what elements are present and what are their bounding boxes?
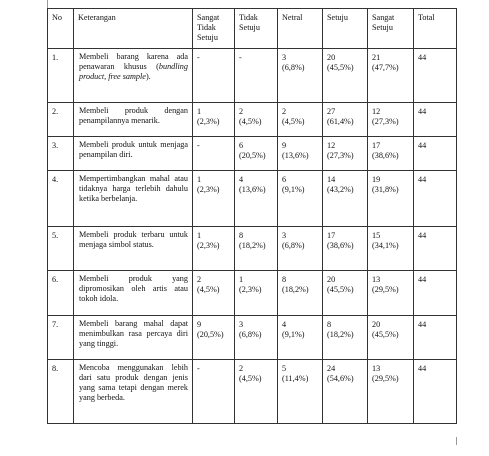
cell-percent: (2,3%) bbox=[239, 285, 262, 294]
cell-percent: (9,1%) bbox=[282, 185, 305, 194]
cell-count: 6 bbox=[239, 141, 244, 150]
cell-setuju bbox=[323, 49, 368, 103]
cell-total: 44 bbox=[414, 316, 457, 360]
row-description: Membeli barang mahal dapat menimbulkan rasa percaya diri yang tinggi. bbox=[74, 316, 193, 360]
row-description: Membeli produk yang dipromosikan oleh artis atau tokoh idola. bbox=[74, 271, 193, 316]
cell-sangat-setuju bbox=[368, 227, 414, 271]
cell-count: 6 bbox=[282, 175, 287, 184]
cell-percent: (4,5%) bbox=[239, 374, 262, 383]
cell-count: 12 bbox=[372, 107, 381, 116]
cell-count: 17 bbox=[372, 141, 381, 150]
cell-count: 8 bbox=[327, 320, 332, 329]
row-description: Membeli produk untuk menjaga penampilan diri. bbox=[74, 137, 193, 171]
row-number: 6. bbox=[48, 271, 74, 316]
cell-percent: (38,6%) bbox=[372, 151, 399, 160]
cell-percent: (38,6%) bbox=[327, 241, 354, 250]
cell-count: 2 bbox=[239, 364, 244, 373]
cell-percent: (18,2%) bbox=[327, 330, 354, 339]
cell-percent: (18,2%) bbox=[239, 241, 266, 250]
cell-count: 3 bbox=[282, 231, 287, 240]
cell-percent: (47,7%) bbox=[372, 63, 399, 72]
cell-percent: (45,5%) bbox=[372, 330, 399, 339]
cell-count: 5 bbox=[282, 364, 287, 373]
cell-sangat-tidak-setuju bbox=[193, 271, 235, 316]
cell-count: 13 bbox=[372, 275, 381, 284]
cell-percent: (54,6%) bbox=[327, 374, 354, 383]
cell-count: 3 bbox=[239, 320, 244, 329]
cell-count: 15 bbox=[372, 231, 381, 240]
cell-percent: (13,6%) bbox=[239, 185, 266, 194]
cell-netral bbox=[278, 360, 323, 424]
table-row bbox=[48, 360, 457, 424]
cell-count: 21 bbox=[372, 53, 381, 62]
cell-total: 44 bbox=[414, 49, 457, 103]
cell-count: - bbox=[197, 364, 200, 373]
cell-percent: (27,3%) bbox=[372, 117, 399, 126]
cell-tidak-setuju bbox=[235, 360, 278, 424]
row-description bbox=[74, 49, 193, 103]
cell-sangat-setuju bbox=[368, 49, 414, 103]
cell-total: 44 bbox=[414, 137, 457, 171]
cell-tidak-setuju bbox=[235, 227, 278, 271]
cell-percent: (43,2%) bbox=[327, 185, 354, 194]
cell-count: 4 bbox=[282, 320, 287, 329]
cell-count: 8 bbox=[282, 275, 287, 284]
cell-tidak-setuju bbox=[235, 316, 278, 360]
table-row bbox=[48, 227, 457, 271]
cell-count: 12 bbox=[327, 141, 336, 150]
cell-sangat-tidak-setuju bbox=[193, 137, 235, 171]
cell-tidak-setuju bbox=[235, 137, 278, 171]
cell-setuju bbox=[323, 137, 368, 171]
cell-sangat-tidak-setuju bbox=[193, 49, 235, 103]
cell-count: 9 bbox=[282, 141, 287, 150]
row-number: 3. bbox=[48, 137, 74, 171]
header-sangat-setuju: Sangat Setuju bbox=[368, 9, 414, 49]
cell-count: 14 bbox=[327, 175, 336, 184]
cell-count: 8 bbox=[239, 231, 244, 240]
cell-tidak-setuju bbox=[235, 49, 278, 103]
cell-setuju bbox=[323, 103, 368, 137]
cell-percent: (20,5%) bbox=[197, 330, 224, 339]
row-number: 1. bbox=[48, 49, 74, 103]
cell-percent: (6,8%) bbox=[282, 241, 305, 250]
cell-count: 4 bbox=[239, 175, 244, 184]
header-setuju: Setuju bbox=[323, 9, 368, 49]
cell-count: 17 bbox=[327, 231, 336, 240]
cell-percent: (6,8%) bbox=[282, 63, 305, 72]
cell-sangat-setuju bbox=[368, 360, 414, 424]
cell-percent: (2,3%) bbox=[197, 117, 220, 126]
row-description: Mempertimbangkan mahal atau tidaknya harga terlebih dahulu ketika berbelanja. bbox=[74, 171, 193, 227]
header-no: No bbox=[48, 9, 74, 49]
cell-percent: (4,5%) bbox=[197, 285, 220, 294]
header-netral: Netral bbox=[278, 9, 323, 49]
cell-count: 9 bbox=[197, 320, 202, 329]
cell-sangat-setuju bbox=[368, 316, 414, 360]
cell-count: - bbox=[197, 53, 200, 62]
table-row bbox=[48, 316, 457, 360]
cell-count: 1 bbox=[197, 231, 202, 240]
cell-count: 24 bbox=[327, 364, 336, 373]
cell-setuju bbox=[323, 227, 368, 271]
cell-percent: (6,8%) bbox=[239, 330, 262, 339]
cell-percent: (4,5%) bbox=[239, 117, 262, 126]
cell-percent: (13,6%) bbox=[282, 151, 309, 160]
cell-percent: (34,1%) bbox=[372, 241, 399, 250]
cell-total: 44 bbox=[414, 103, 457, 137]
row-number: 4. bbox=[48, 171, 74, 227]
row-number: 2. bbox=[48, 103, 74, 137]
cell-percent: (2,3%) bbox=[197, 185, 220, 194]
cell-netral bbox=[278, 103, 323, 137]
cell-percent: (45,5%) bbox=[327, 63, 354, 72]
page-edge-mark-bottom bbox=[456, 437, 457, 445]
cell-netral bbox=[278, 171, 323, 227]
cell-sangat-setuju bbox=[368, 171, 414, 227]
cell-count: 19 bbox=[372, 175, 381, 184]
cell-netral bbox=[278, 49, 323, 103]
cell-netral bbox=[278, 316, 323, 360]
cell-sangat-tidak-setuju bbox=[193, 227, 235, 271]
cell-count: 13 bbox=[372, 364, 381, 373]
row-number: 7. bbox=[48, 316, 74, 360]
cell-percent: (4,5%) bbox=[282, 117, 305, 126]
cell-count: - bbox=[197, 141, 200, 150]
cell-setuju bbox=[323, 360, 368, 424]
cell-sangat-tidak-setuju bbox=[193, 171, 235, 227]
cell-netral bbox=[278, 137, 323, 171]
row-number: 8. bbox=[48, 360, 74, 424]
cell-percent: (45,5%) bbox=[327, 285, 354, 294]
cell-percent: (29,5%) bbox=[372, 374, 399, 383]
cell-sangat-setuju bbox=[368, 103, 414, 137]
cell-count: 2 bbox=[197, 275, 202, 284]
cell-total: 44 bbox=[414, 360, 457, 424]
cell-count: 2 bbox=[239, 107, 244, 116]
row-description-text: Membeli barang karena ada penawaran khusus ( bbox=[79, 52, 188, 71]
header-sangat-tidak-setuju: Sangat Tidak Setuju bbox=[193, 9, 235, 49]
cell-tidak-setuju bbox=[235, 271, 278, 316]
cell-count: 20 bbox=[327, 53, 336, 62]
page-edge-mark-top bbox=[47, 0, 48, 8]
row-description: Membeli produk terbaru untuk menjaga simbol status. bbox=[74, 227, 193, 271]
cell-sangat-tidak-setuju bbox=[193, 316, 235, 360]
table-row bbox=[48, 49, 457, 103]
row-description: Mencoba menggunakan lebih dari satu produk dengan jenis yang sama tetapi dengan merek yang berbeda. bbox=[74, 360, 193, 424]
cell-netral bbox=[278, 227, 323, 271]
cell-total: 44 bbox=[414, 271, 457, 316]
cell-count: - bbox=[239, 53, 242, 62]
header-tidak-setuju: Tidak Setuju bbox=[235, 9, 278, 49]
cell-count: 20 bbox=[327, 275, 336, 284]
table-row bbox=[48, 171, 457, 227]
cell-setuju bbox=[323, 171, 368, 227]
row-number: 5. bbox=[48, 227, 74, 271]
row-description-tail: ). bbox=[145, 72, 151, 81]
cell-count: 1 bbox=[197, 107, 202, 116]
cell-sangat-tidak-setuju bbox=[193, 103, 235, 137]
cell-percent: (27,3%) bbox=[327, 151, 354, 160]
cell-count: 3 bbox=[282, 53, 287, 62]
cell-setuju bbox=[323, 316, 368, 360]
header-keterangan: Keterangan bbox=[74, 9, 193, 49]
cell-total: 44 bbox=[414, 227, 457, 271]
cell-count: 1 bbox=[239, 275, 244, 284]
header-total: Total bbox=[414, 9, 457, 49]
cell-sangat-setuju bbox=[368, 137, 414, 171]
cell-percent: (2,3%) bbox=[197, 241, 220, 250]
cell-count: 2 bbox=[282, 107, 287, 116]
table-header-row bbox=[48, 9, 457, 49]
cell-percent: (9,1%) bbox=[282, 330, 305, 339]
cell-percent: (29,5%) bbox=[372, 285, 399, 294]
cell-count: 27 bbox=[327, 107, 336, 116]
cell-count: 20 bbox=[372, 320, 381, 329]
cell-sangat-tidak-setuju bbox=[193, 360, 235, 424]
cell-total: 44 bbox=[414, 171, 457, 227]
table-row bbox=[48, 137, 457, 171]
cell-tidak-setuju bbox=[235, 171, 278, 227]
cell-netral bbox=[278, 271, 323, 316]
cell-count: 1 bbox=[197, 175, 202, 184]
survey-results-table bbox=[47, 8, 457, 424]
cell-percent: (31,8%) bbox=[372, 185, 399, 194]
row-description: Membeli produk dengan penampilannya menarik. bbox=[74, 103, 193, 137]
cell-sangat-setuju bbox=[368, 271, 414, 316]
table-row bbox=[48, 103, 457, 137]
cell-setuju bbox=[323, 271, 368, 316]
cell-percent: (18,2%) bbox=[282, 285, 309, 294]
cell-tidak-setuju bbox=[235, 103, 278, 137]
cell-percent: (20,5%) bbox=[239, 151, 266, 160]
cell-percent: (11,4%) bbox=[282, 374, 309, 383]
cell-percent: (61,4%) bbox=[327, 117, 354, 126]
row-description-italic: bundling product, free sample bbox=[79, 62, 188, 81]
table-row bbox=[48, 271, 457, 316]
